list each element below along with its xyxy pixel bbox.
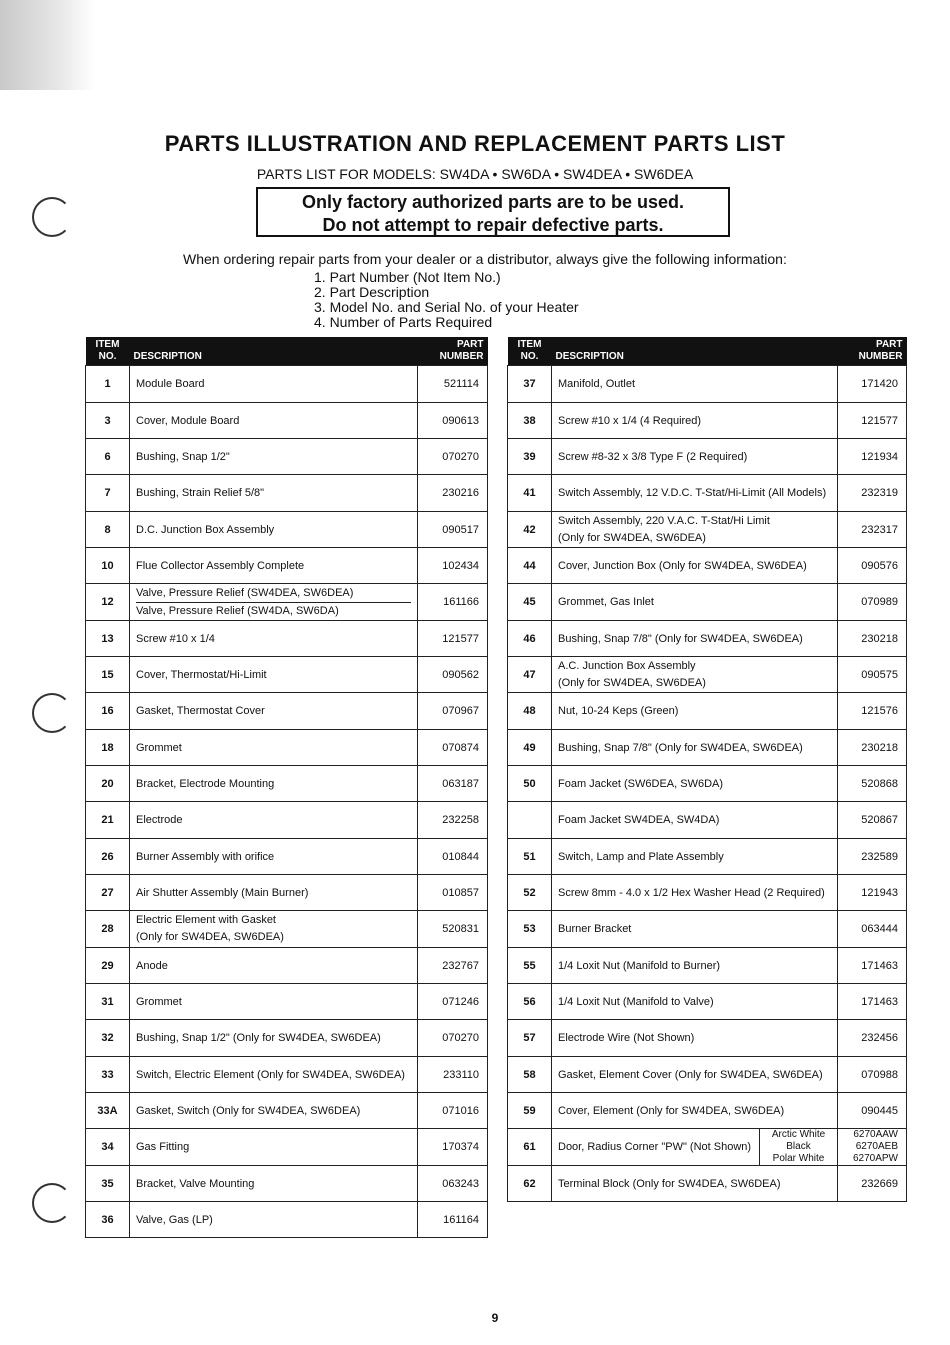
part-number: 230218 xyxy=(838,621,907,657)
step-item: 1. Part Number (Not Item No.) xyxy=(314,269,501,285)
part-description: Foam Jacket SW4DEA, SW4DA) xyxy=(552,802,838,839)
item-number: 6 xyxy=(86,439,130,475)
notice-box xyxy=(256,187,730,237)
item-number: 49 xyxy=(508,730,552,766)
part-description: Burner Bracket xyxy=(552,911,838,948)
part-description: 1/4 Loxit Nut (Manifold to Valve) xyxy=(552,984,838,1020)
part-number: 121943 xyxy=(838,875,907,911)
table-row xyxy=(86,766,488,802)
part-number: 232589 xyxy=(838,839,907,875)
item-number: 45 xyxy=(508,584,552,621)
table-row xyxy=(508,475,907,512)
table-row xyxy=(86,366,488,403)
part-description: Screw #8-32 x 3/8 Type F (2 Required) xyxy=(552,439,838,475)
item-number: 62 xyxy=(508,1166,552,1202)
part-number: 521114 xyxy=(418,366,488,403)
item-number: 18 xyxy=(86,730,130,766)
table-row xyxy=(86,548,488,584)
part-number: 090576 xyxy=(838,548,907,584)
part-description: Manifold, Outlet xyxy=(552,366,838,403)
table-row xyxy=(86,911,488,948)
item-number: 52 xyxy=(508,875,552,911)
part-number: 233110 xyxy=(418,1057,488,1093)
part-description: Anode xyxy=(130,948,418,984)
part-number: 071246 xyxy=(418,984,488,1020)
item-number: 39 xyxy=(508,439,552,475)
part-number: 090575 xyxy=(838,657,907,693)
item-number: 1 xyxy=(86,366,130,403)
part-description: Bushing, Snap 1/2" (Only for SW4DEA, SW6DEA) xyxy=(130,1020,418,1057)
part-description: Grommet xyxy=(130,984,418,1020)
part-number: 121576 xyxy=(838,693,907,730)
part-description: Burner Assembly with orifice xyxy=(130,839,418,875)
part-number: 070270 xyxy=(418,1020,488,1057)
part-number: 230218 xyxy=(838,730,907,766)
part-number: 070989 xyxy=(838,584,907,621)
part-number: 520868 xyxy=(838,766,907,802)
item-number: 27 xyxy=(86,875,130,911)
part-description: Flue Collector Assembly Complete xyxy=(130,548,418,584)
table-row xyxy=(86,657,488,693)
table-row xyxy=(508,839,907,875)
part-number: 063187 xyxy=(418,766,488,802)
table-row xyxy=(508,875,907,911)
part-description: Bushing, Snap 7/8" (Only for SW4DEA, SW6DEA) xyxy=(552,621,838,657)
item-number: 34 xyxy=(86,1129,130,1166)
table-row xyxy=(86,621,488,657)
item-number: 10 xyxy=(86,548,130,584)
part-number: 071016 xyxy=(418,1093,488,1129)
step-item: 4. Number of Parts Required xyxy=(314,314,493,330)
part-number: 232258 xyxy=(418,802,488,839)
scan-shading xyxy=(0,0,95,90)
part-description xyxy=(130,911,418,948)
table-row xyxy=(86,1020,488,1057)
table-row xyxy=(508,984,907,1020)
binder-hole-icon xyxy=(32,1183,72,1223)
part-description: Screw 8mm - 4.0 x 1/2 Hex Washer Head (2 Required) xyxy=(552,875,838,911)
item-number: 56 xyxy=(508,984,552,1020)
description-line: Valve, Pressure Relief (SW4DA, SW6DA) xyxy=(136,604,339,617)
item-number: 41 xyxy=(508,475,552,512)
color-option: Polar White xyxy=(772,1153,825,1164)
description-line: Switch Assembly, 220 V.A.C. T-Stat/Hi Limit xyxy=(558,514,770,527)
item-number: 33A xyxy=(86,1093,130,1129)
ordering-steps xyxy=(314,270,579,330)
table-row xyxy=(86,584,488,621)
part-number: 070874 xyxy=(418,730,488,766)
item-number: 48 xyxy=(508,693,552,730)
part-description: Bushing, Strain Relief 5/8" xyxy=(130,475,418,512)
table-row xyxy=(508,948,907,984)
part-number: 171463 xyxy=(838,948,907,984)
part-number: 121934 xyxy=(838,439,907,475)
table-row xyxy=(508,1093,907,1129)
part-description: Door, Radius Corner "PW" (Not Shown) xyxy=(552,1129,760,1166)
parts-table-left xyxy=(85,337,488,1238)
part-number: 121577 xyxy=(418,621,488,657)
part-description: Foam Jacket (SW6DEA, SW6DA) xyxy=(552,766,838,802)
part-number: 232456 xyxy=(838,1020,907,1057)
part-description: Electrode Wire (Not Shown) xyxy=(552,1020,838,1057)
part-number: 232319 xyxy=(838,475,907,512)
item-number: 50 xyxy=(508,766,552,802)
table-row xyxy=(86,839,488,875)
part-number: 121577 xyxy=(838,403,907,439)
part-number: 063243 xyxy=(418,1166,488,1202)
table-row xyxy=(508,403,907,439)
part-description: Cover, Junction Box (Only for SW4DEA, SW6DEA) xyxy=(552,548,838,584)
item-number: 20 xyxy=(86,766,130,802)
part-number: 063444 xyxy=(838,911,907,948)
item-number: 8 xyxy=(86,512,130,548)
part-description: Switch Assembly, 12 V.D.C. T-Stat/Hi-Limit (All Models) xyxy=(552,475,838,512)
part-number-option: 6270AAW xyxy=(853,1129,898,1140)
table-row xyxy=(508,1020,907,1057)
part-number: 232669 xyxy=(838,1166,907,1202)
item-number: 16 xyxy=(86,693,130,730)
part-description: Cover, Module Board xyxy=(130,403,418,439)
item-number: 15 xyxy=(86,657,130,693)
part-number: 090517 xyxy=(418,512,488,548)
item-number: 33 xyxy=(86,1057,130,1093)
part-number: 102434 xyxy=(418,548,488,584)
table-row xyxy=(86,475,488,512)
part-description: Switch, Lamp and Plate Assembly xyxy=(552,839,838,875)
part-number: 161166 xyxy=(418,584,488,621)
color-option: Black xyxy=(786,1141,811,1152)
header-part-number: PART NUMBER xyxy=(838,337,907,366)
item-number: 51 xyxy=(508,839,552,875)
part-description: Gasket, Switch (Only for SW4DEA, SW6DEA) xyxy=(130,1093,418,1129)
header-item-no: ITEM NO. xyxy=(86,337,130,366)
item-number: 47 xyxy=(508,657,552,693)
table-row xyxy=(508,512,907,548)
table-header-row xyxy=(508,337,907,366)
part-description: Gasket, Thermostat Cover xyxy=(130,693,418,730)
table-row xyxy=(508,584,907,621)
table-row xyxy=(86,730,488,766)
part-description: Bushing, Snap 7/8" (Only for SW4DEA, SW6DEA) xyxy=(552,730,838,766)
part-description: Gas Fitting xyxy=(130,1129,418,1166)
part-description: Grommet, Gas Inlet xyxy=(552,584,838,621)
part-description: Nut, 10-24 Keps (Green) xyxy=(552,693,838,730)
table-row xyxy=(508,1166,907,1202)
table-header-row xyxy=(86,337,488,366)
table-row xyxy=(508,693,907,730)
color-option: Arctic White xyxy=(771,1129,826,1140)
table-row xyxy=(508,439,907,475)
part-number: 171420 xyxy=(838,366,907,403)
part-number: 090613 xyxy=(418,403,488,439)
item-number: 12 xyxy=(86,584,130,621)
part-description: Bushing, Snap 1/2" xyxy=(130,439,418,475)
part-number xyxy=(838,1129,907,1166)
color-options xyxy=(760,1129,838,1166)
binder-hole-icon xyxy=(32,197,72,237)
item-number: 37 xyxy=(508,366,552,403)
part-number: 090445 xyxy=(838,1093,907,1129)
part-description: Screw #10 x 1/4 xyxy=(130,621,418,657)
part-number: 161164 xyxy=(418,1202,488,1238)
part-number: 230216 xyxy=(418,475,488,512)
item-number: 28 xyxy=(86,911,130,948)
table-row xyxy=(86,875,488,911)
part-number: 520831 xyxy=(418,911,488,948)
part-number: 070967 xyxy=(418,693,488,730)
part-number-option: 6270APW xyxy=(852,1153,898,1164)
table-row xyxy=(508,766,907,802)
part-description: Switch, Electric Element (Only for SW4DEA, SW6DEA) xyxy=(130,1057,418,1093)
part-number: 232317 xyxy=(838,512,907,548)
part-description: Terminal Block (Only for SW4DEA, SW6DEA) xyxy=(552,1166,838,1202)
part-description xyxy=(552,512,838,548)
item-number: 35 xyxy=(86,1166,130,1202)
table-row xyxy=(86,512,488,548)
table-row xyxy=(508,802,907,839)
notice-line: Only factory authorized parts are to be used. xyxy=(301,192,685,212)
item-number: 3 xyxy=(86,403,130,439)
step-item: 2. Part Description xyxy=(314,284,430,300)
table-row xyxy=(86,802,488,839)
table-row xyxy=(86,1129,488,1166)
item-number: 57 xyxy=(508,1020,552,1057)
part-number: 232767 xyxy=(418,948,488,984)
table-row xyxy=(86,403,488,439)
part-description: Electrode xyxy=(130,802,418,839)
part-description: Cover, Element (Only for SW4DEA, SW6DEA) xyxy=(552,1093,838,1129)
step-item: 3. Model No. and Serial No. of your Heater xyxy=(314,299,579,315)
part-number: 171463 xyxy=(838,984,907,1020)
table-row xyxy=(86,439,488,475)
part-description: Screw #10 x 1/4 (4 Required) xyxy=(552,403,838,439)
description-line: (Only for SW4DEA, SW6DEA) xyxy=(558,531,706,544)
header-description: DESCRIPTION xyxy=(552,337,838,366)
header-item-no: ITEM NO. xyxy=(508,337,552,366)
table-row xyxy=(508,730,907,766)
part-description xyxy=(552,657,838,693)
page-title: PARTS ILLUSTRATION AND REPLACEMENT PARTS LIST xyxy=(164,131,786,156)
notice-line: Do not attempt to repair defective parts. xyxy=(322,215,664,235)
part-number: 070988 xyxy=(838,1057,907,1093)
part-number: 070270 xyxy=(418,439,488,475)
header-description: DESCRIPTION xyxy=(130,337,418,366)
table-row xyxy=(86,1202,488,1238)
parts-table-right xyxy=(507,337,907,1202)
item-number: 13 xyxy=(86,621,130,657)
page-number: 9 xyxy=(491,1311,499,1325)
part-description: Air Shutter Assembly (Main Burner) xyxy=(130,875,418,911)
item-number: 29 xyxy=(86,948,130,984)
item-number: 61 xyxy=(508,1129,552,1166)
table-row xyxy=(508,911,907,948)
description-line: (Only for SW4DEA, SW6DEA) xyxy=(136,931,284,943)
item-number: 26 xyxy=(86,839,130,875)
binder-hole-icon xyxy=(32,693,72,733)
item-number xyxy=(508,802,552,839)
item-number: 55 xyxy=(508,948,552,984)
item-number: 38 xyxy=(508,403,552,439)
table-row xyxy=(86,1093,488,1129)
part-description: Bracket, Electrode Mounting xyxy=(130,766,418,802)
part-description: 1/4 Loxit Nut (Manifold to Burner) xyxy=(552,948,838,984)
description-line: Valve, Pressure Relief (SW4DEA, SW6DEA) xyxy=(136,585,411,603)
table-row xyxy=(86,948,488,984)
models-subtitle: PARTS LIST FOR MODELS: SW4DA • SW6DA • SW4DEA • SW6DEA xyxy=(256,166,694,182)
part-description: Valve, Gas (LP) xyxy=(130,1202,418,1238)
item-number: 59 xyxy=(508,1093,552,1129)
part-description xyxy=(130,584,418,621)
part-description: Grommet xyxy=(130,730,418,766)
part-number: 520867 xyxy=(838,802,907,839)
item-number: 58 xyxy=(508,1057,552,1093)
part-number: 170374 xyxy=(418,1129,488,1166)
table-row xyxy=(86,693,488,730)
part-number: 010857 xyxy=(418,875,488,911)
part-description: Gasket, Element Cover (Only for SW4DEA, SW6DEA) xyxy=(552,1057,838,1093)
part-description: D.C. Junction Box Assembly xyxy=(130,512,418,548)
part-description: Module Board xyxy=(130,366,418,403)
item-number: 53 xyxy=(508,911,552,948)
item-number: 31 xyxy=(86,984,130,1020)
table-row xyxy=(86,1166,488,1202)
table-row xyxy=(508,1057,907,1093)
table-row xyxy=(86,984,488,1020)
part-number: 090562 xyxy=(418,657,488,693)
item-number: 32 xyxy=(86,1020,130,1057)
item-number: 46 xyxy=(508,621,552,657)
description-line: (Only for SW4DEA, SW6DEA) xyxy=(558,676,706,689)
part-number: 010844 xyxy=(418,839,488,875)
item-number: 36 xyxy=(86,1202,130,1238)
part-description: Cover, Thermostat/Hi-Limit xyxy=(130,657,418,693)
header-part-number: PART NUMBER xyxy=(418,337,488,366)
item-number: 21 xyxy=(86,802,130,839)
table-row xyxy=(508,621,907,657)
part-number-option: 6270AEB xyxy=(855,1141,898,1152)
item-number: 44 xyxy=(508,548,552,584)
table-row xyxy=(508,366,907,403)
part-description: Bracket, Valve Mounting xyxy=(130,1166,418,1202)
table-row xyxy=(508,657,907,693)
table-row xyxy=(86,1057,488,1093)
ordering-intro: When ordering repair parts from your dealer or a distributor, always give the following information: xyxy=(183,251,787,267)
description-line: A.C. Junction Box Assembly xyxy=(558,659,696,672)
item-number: 42 xyxy=(508,512,552,548)
description-line: Electric Element with Gasket xyxy=(136,914,276,926)
table-row xyxy=(508,1129,907,1166)
item-number: 7 xyxy=(86,475,130,512)
table-row xyxy=(508,548,907,584)
